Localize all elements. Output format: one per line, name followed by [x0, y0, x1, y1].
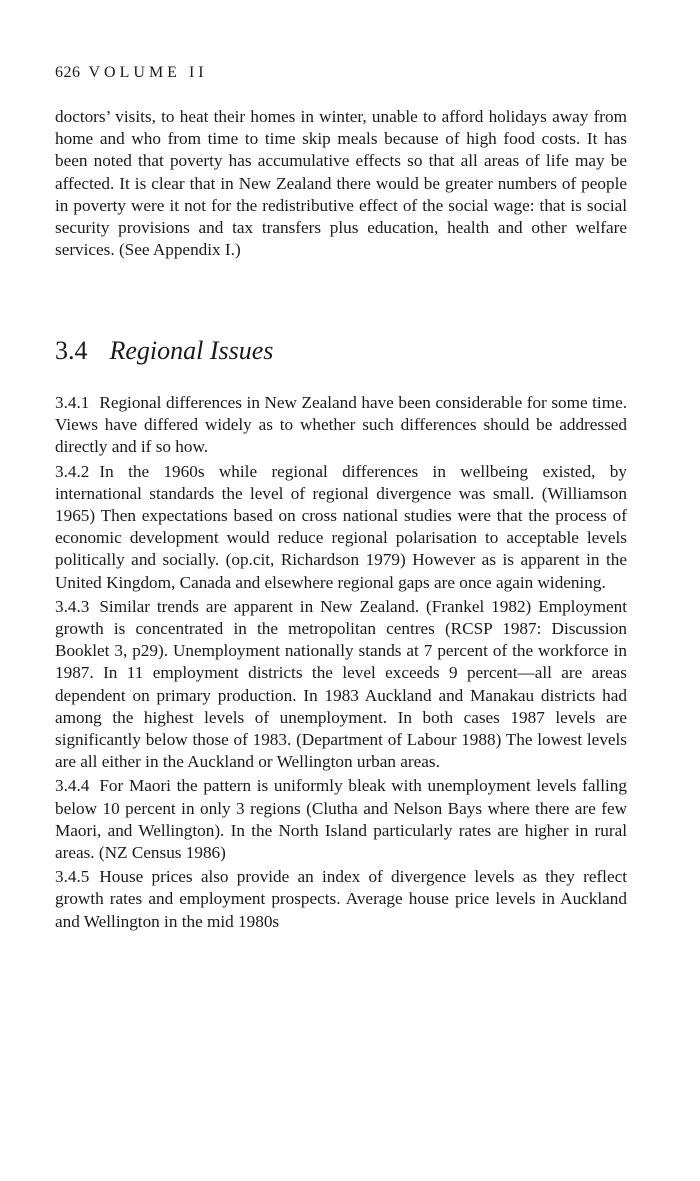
paragraph-3-4-5: [55, 866, 627, 933]
paragraph-3-4-3: [55, 596, 627, 774]
paragraph-3-4-4: [55, 775, 627, 864]
paragraph-text: Regional differences in New Zealand have been considerable for some time. Views have differed widely as to whether such differences should be addressed directly and if so how.: [55, 393, 627, 457]
volume-label: VOLUME II: [88, 64, 208, 81]
section-title: Regional Issues: [109, 336, 274, 365]
section-heading: [55, 336, 273, 366]
paragraph-number: 3.4.2: [55, 461, 90, 481]
paragraph-number: 3.4.1: [55, 393, 90, 412]
page-number: 626: [55, 64, 81, 81]
paragraph-3-4-1: [55, 392, 627, 459]
intro-paragraph: doctors’ visits, to heat their homes in winter, unable to afford holidays away from home and who from time to time skip meals because of high food costs. It has been noted that poverty has accumulative effects so that all areas of life may be affected. It is clear that in New Zealand there would be greater numbers of people in poverty were it not for the redistributive effect of the social wage: that is social security provisions and tax transfers plus education, health and other welfare services. (See Appendix I.): [55, 107, 627, 260]
paragraph-number: 3.4.3: [55, 596, 90, 616]
section-body: [55, 392, 627, 935]
paragraph-text: House prices also provide an index of divergence levels as they reflect growth rates and employment prospects. Average house price levels in Auckland and Wellington in the mid 1980s: [55, 867, 627, 931]
paragraph-number: 3.4.5: [55, 867, 90, 887]
paragraph-text: For Maori the pattern is uniformly bleak with unemployment levels falling below 10 percent in only 3 regions (Clutha and Nelson Bays where there are few Maori, and Wellington). In the North Island particularly rates are higher in rural areas. (NZ Census 1986): [55, 776, 627, 863]
paragraph-text: Similar trends are apparent in New Zealand. (Frankel 1982) Employment growth is concentrated in the metropolitan centres (RCSP 1987: Discussion Booklet 3, p29). Unemployment nationally stands at 7 percent of the workforce in 1987. In 11 employment districts the level exceeds 9 percent—all are areas dependent on primary production. In 1983 Auckland and Manakau districts had among the highest levels of unemployment. In both cases 1987 levels are significantly below those of 1983. (Department of Labour 1988) The lowest levels are all either in the Auckland or Wellington urban areas.: [55, 596, 627, 772]
running-head: [55, 64, 208, 82]
paragraph-text: In the 1960s while regional differences in wellbeing existed, by international standards the level of regional divergence was small. (Williamson 1965) Then expectations based on cross national studies were that the process of economic development would reduce regional polarisation to acceptable levels politically and socially. (op.cit, Richardson 1979) However as is apparent in the United Kingdom, Canada and elsewhere regional gaps are once again widening.: [55, 461, 627, 592]
section-number: 3.4: [55, 336, 88, 365]
paragraph-3-4-2: [55, 461, 627, 594]
paragraph-number: 3.4.4: [55, 776, 90, 796]
